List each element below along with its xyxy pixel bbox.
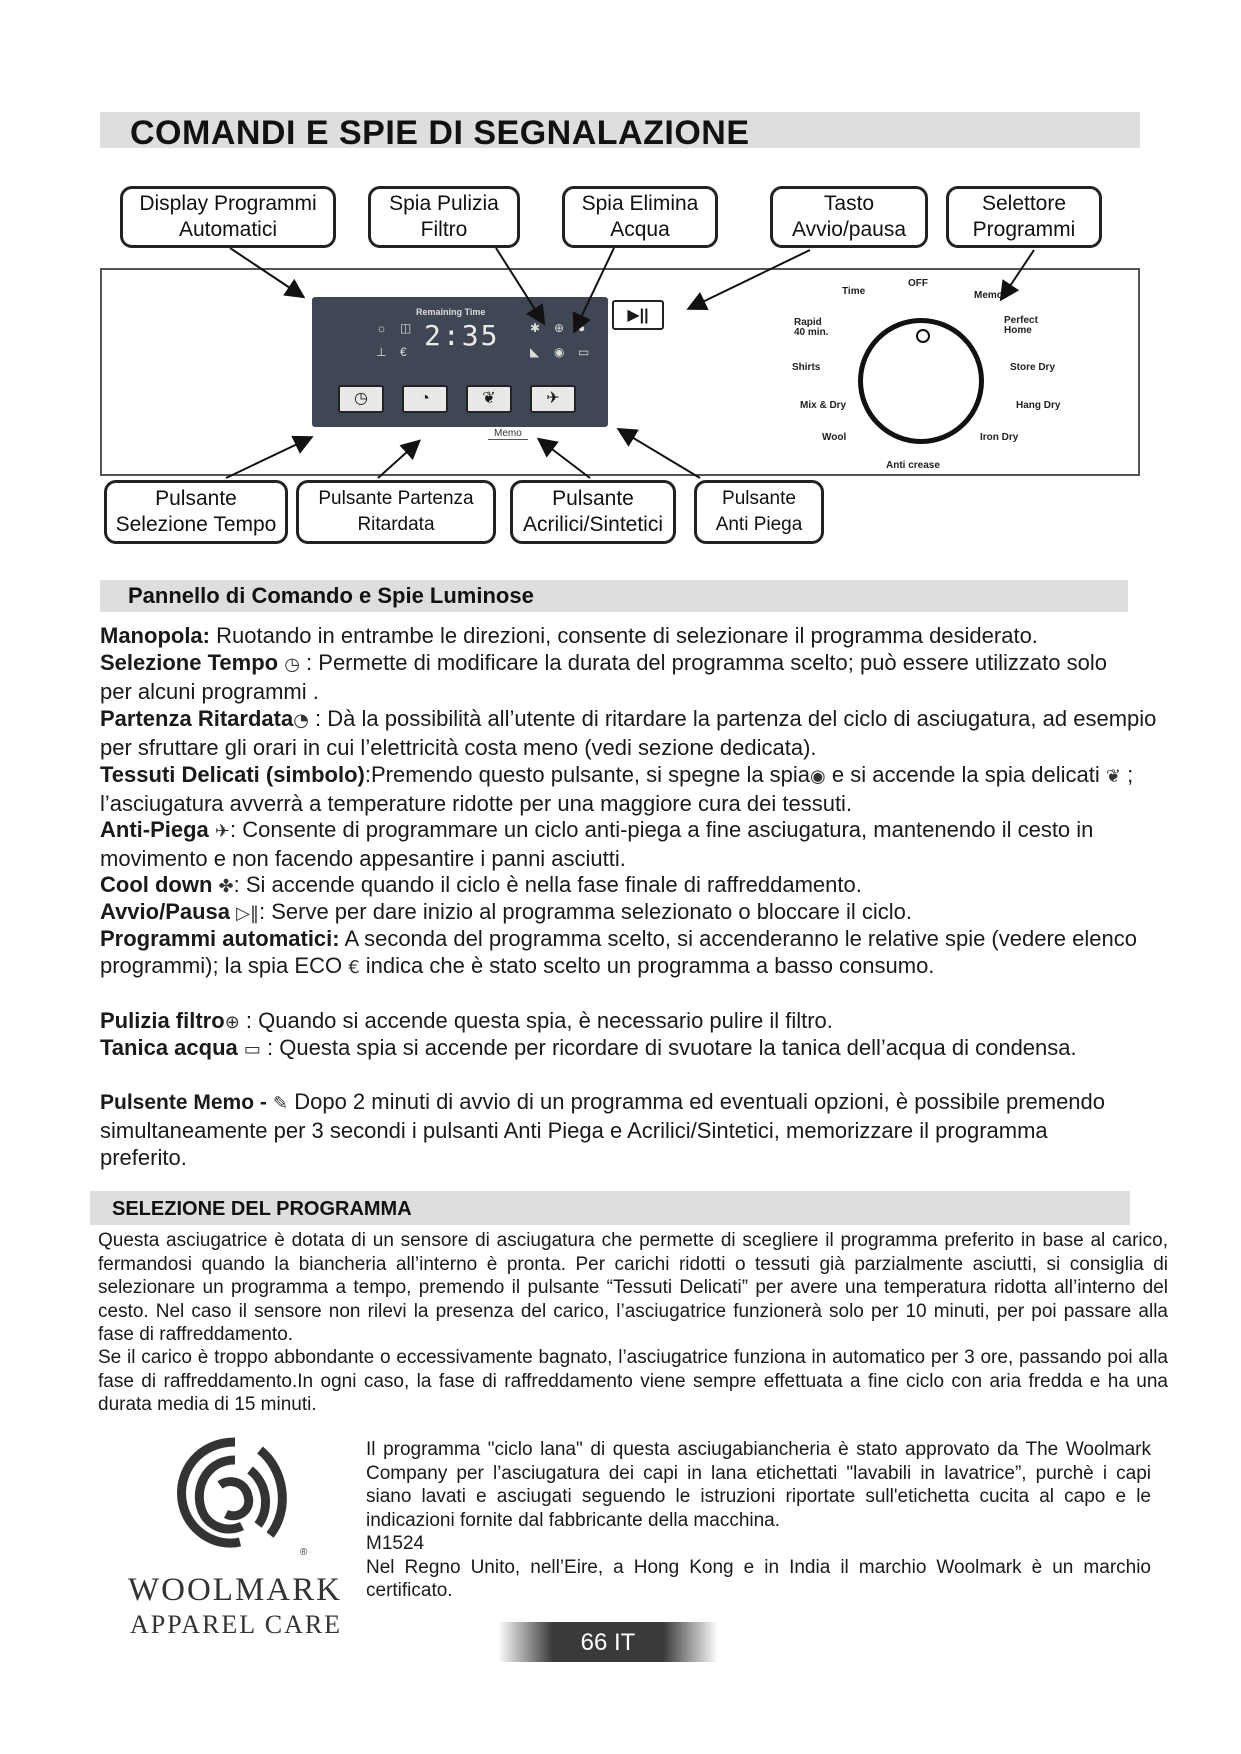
callout-pulsante-selezione-tempo: Pulsante Selezione Tempo (104, 480, 288, 544)
anti-crease-led-icon: ✱ (530, 321, 541, 335)
callout-spia-pulizia-filtro: Spia Pulizia Filtro (368, 186, 520, 248)
clock-icon: ◷ (284, 654, 300, 675)
tank-led-icon: ▭ (578, 345, 590, 359)
water-tank-icon: ▭ (243, 1039, 261, 1060)
eco-icon: € (348, 957, 360, 978)
desc-pulizia-filtro: Pulizia filtro⊕ : Quando si accende questa spia, è necessario pulire il filtro. (100, 1008, 833, 1033)
play-pause-icon: ▷‖ (236, 903, 259, 924)
desc-tessuti-delicati: Tessuti Delicati (simbolo):Premendo questo pulsante, si spegne la spia◉ e si accende la spia delicati ❦ ; l’asciugatura avverrà a temperature ridotte per una maggiore cura dei tessuti. (100, 762, 1134, 816)
sensor-led-icon: ◉ (554, 345, 565, 359)
page-number: 66 IT (580, 1629, 636, 1656)
desc-avvio-pausa: Avvio/Pausa ▷‖: Serve per dare inizio al programma selezionato o bloccare il ciclo. (100, 899, 912, 924)
prog-shirts: Shirts (792, 362, 821, 373)
desc-manopola: Manopola: Ruotando in entrambe le direzioni, consente di selezionare il programma desiderato. (100, 623, 1038, 648)
page-number-bar (498, 1622, 718, 1662)
prog-store-dry: Store Dry (1010, 362, 1056, 373)
woolmark-certification-text: Nel Regno Unito, nell’Eire, a Hong Kong e in India il marchio Woolmark è un marchio certificato. (366, 1556, 1151, 1601)
callout-display-programmi: Display Programmi Automatici (120, 186, 336, 248)
store-led-icon: ◫ (400, 321, 412, 335)
filter-icon: ⊕ (224, 1012, 240, 1033)
anti-crease-button-icon: ✈ (530, 385, 576, 413)
callout-spia-elimina-acqua: Spia Elimina Acqua (562, 186, 718, 248)
prog-perfect-home: Perfect Home (1004, 315, 1038, 336)
woolmark-code: M1524 (366, 1533, 425, 1554)
prog-rapid: Rapid 40 min. (794, 317, 829, 338)
remaining-time-label: Remaining Time (416, 307, 486, 317)
desc-anti-piega: Anti-Piega ✈: Consente di programmare un ciclo anti-piega a fine asciugatura, mantenendo il cesto in movimento e non facendo appesantire i panni asciutti. (100, 817, 1094, 871)
desc-partenza-ritardata: Partenza Ritardata◔ : Dà la possibilità all’utente di ritardare la partenza del ciclo di asciugatura, ad esempio per sfruttare gli orari in cui l’elettricità costa meno (vedi sezione dedicata). (100, 706, 1157, 760)
desc-memo: Pulsente Memo - ✎ Dopo 2 minuti di avvio di un programma ed eventuali opzioni, è possibile premendo simultaneamente per 3 secondi i pulsanti Anti Piega e Acrilici/Sintetici, memorizzare il programma preferito. (100, 1089, 1106, 1170)
callout-pulsante-acrilici-sintetici: Pulsante Acrilici/Sintetici (510, 480, 676, 544)
prog-off: OFF (908, 278, 928, 289)
delicate-icon: ❦ (1105, 766, 1121, 787)
woolmark-logo-icon (160, 1430, 310, 1560)
callout-pulsante-anti-piega: Pulsante Anti Piega (694, 480, 824, 544)
delay-start-button-icon: ◔ (402, 385, 448, 413)
fan-icon: ✤ (218, 876, 234, 897)
delay-icon: ◔ (293, 710, 309, 731)
time-display-digits: 2:35 (424, 319, 500, 352)
prog-anti-crease: Anti crease (886, 460, 940, 471)
memo-pin-icon: ✎ (273, 1093, 289, 1114)
callout-arrows (0, 0, 1241, 560)
prog-iron-dry: Iron Dry (980, 432, 1019, 443)
prog-time: Time (842, 286, 866, 297)
selection-bar (90, 1191, 1130, 1225)
callout-tasto-avvio-pausa: Tasto Avvio/pausa (770, 186, 928, 248)
subsection-bar (100, 580, 1128, 612)
sensor-icon: ◉ (810, 766, 826, 787)
cool-down-led-icon: ☼ (376, 321, 387, 335)
time-select-button-icon: ◷ (338, 385, 384, 413)
desc-selezione-tempo: Selezione Tempo ◷ : Permette di modificare la durata del programma scelto; può essere utilizzato solo per alcuni programmi . (100, 650, 1107, 704)
section-title: COMANDI E SPIE DI SEGNALAZIONE (130, 114, 750, 152)
eco-led-icon: € (400, 345, 407, 359)
prog-hang-dry: Hang Dry (1016, 400, 1061, 411)
anti-crease-icon: ✈ (214, 821, 231, 842)
subsection-title: Pannello di Comando e Spie Luminose (128, 583, 534, 608)
apparel-care-wordmark: APPAREL CARE (130, 1610, 343, 1639)
prog-memo: Memo (974, 290, 1003, 301)
water-tank-led-icon: ● (578, 321, 586, 335)
woolmark-approval-text: Il programma "ciclo lana" di questa asciugabiancheria è stato approvato da The Woolmark Company per l’asciugatura dei capi in lana etichettati "lavabili in lavatrice”, purchè i capi siano lavati e asciugati seguendo le istruzioni riportate sull'etichetta cucita al capo e le indicazioni fornite dal fabbricante della macchina. (366, 1439, 1151, 1531)
selection-title: SELEZIONE DEL PROGRAMMA (112, 1198, 412, 1220)
woolmark-paragraph (366, 1438, 1151, 1603)
filter-led-icon: ⊕ (554, 321, 565, 335)
woolmark-wordmark: WOOLMARK (128, 1572, 342, 1608)
selection-paragraph-2: Se il carico è troppo abbondante o eccessivamente bagnato, l’asciugatrice funziona in automatico per 3 ore, passando poi alla fase di raffreddamento.In ogni caso, la fase di raffreddamento viene sempre effettuata a fine ciclo con aria fredda e ha una durata media di 15 minuti. (98, 1347, 1168, 1415)
desc-programmi-automatici: Programmi automatici: A seconda del programma scelto, si accenderanno le relative spie (vedere elenco programmi); la spia ECO € indica che è stato scelto un programma a basso consumo. (100, 926, 1137, 978)
prog-mix-dry: Mix & Dry (800, 400, 847, 411)
selection-paragraph-1: Questa asciugatrice è dotata di un sensore di asciugatura che permette di scegliere il programma preferito in base al carico, fermandosi quando la biancheria all’interno è pronta. Per carichi ridotti o tessuti già parzialmente asciutti, si consiglia di selezionare un programma a tempo, premendo il pulsante “Tessuti Delicati” per avere una temperatura ridotta all’interno del cesto. Nel caso il sensore non rilevi la presenza del carico, l’asciugatrice funzionerà solo per 10 minuti, per poi passare alla fase di raffreddamento. (98, 1230, 1168, 1345)
svg-text:®: ® (300, 1547, 308, 1558)
callout-selettore-programmi: Selettore Programmi (946, 186, 1102, 248)
hang-led-icon: ⊥ (376, 345, 387, 359)
prog-wool: Wool (822, 432, 847, 443)
desc-cool-down: Cool down ✤: Si accende quando il ciclo è nella fase finale di raffreddamento. (100, 872, 862, 897)
delicate-button-icon: ❦ (466, 385, 512, 413)
callout-pulsante-partenza-ritardata: Pulsante Partenza Ritardata (296, 480, 496, 544)
desc-tanica-acqua: Tanica acqua ▭ : Questa spia si accende per ricordare di svuotare la tanica dell’acqua di condensa. (100, 1035, 1077, 1060)
play-pause-button-icon: ▶|| (612, 300, 664, 330)
memo-label: Memo (488, 428, 528, 440)
delicate-led-icon: ◣ (530, 345, 540, 359)
